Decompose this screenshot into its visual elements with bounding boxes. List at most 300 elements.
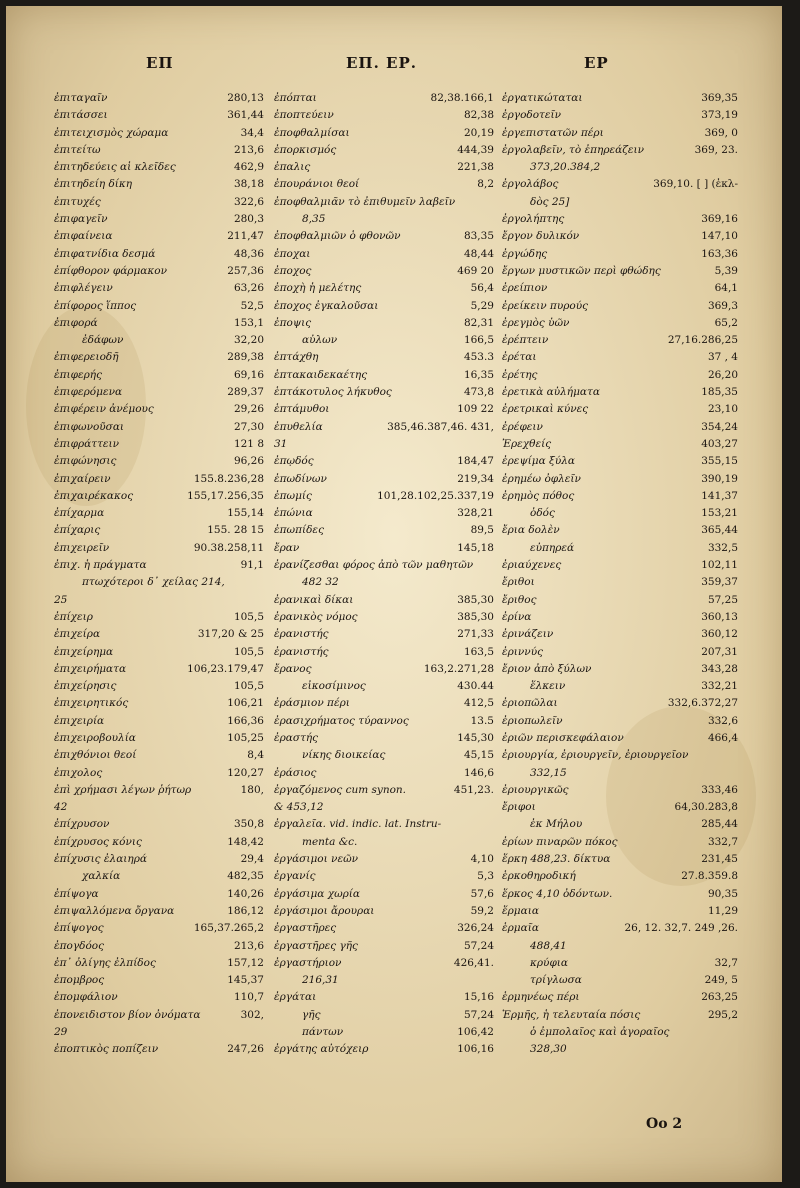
entry-headword: ἐρέτης	[502, 368, 538, 381]
index-entry	[502, 989, 738, 1006]
entry-headword: 25	[54, 593, 68, 606]
entry-headword: 8,35	[302, 213, 326, 226]
index-entry	[274, 816, 494, 833]
entry-reference: 231,45	[701, 853, 738, 866]
index-entry	[274, 886, 494, 903]
entry-headword: ἐπιχαίρειν	[54, 472, 111, 485]
entry-headword: ἑρμαῖα	[502, 922, 539, 935]
entry-reference: 11,29	[707, 904, 738, 917]
index-entry	[54, 125, 264, 142]
index-entry	[54, 713, 264, 730]
entry-reference: 166,36	[227, 714, 264, 727]
entry-headword: ἐργώδης	[502, 247, 548, 260]
index-entry	[54, 246, 264, 263]
index-entry	[502, 401, 738, 418]
entry-reference: 184,47	[457, 455, 494, 468]
entry-reference: 34,4	[240, 126, 264, 139]
entry-reference: 333,46	[701, 783, 738, 796]
index-entry	[54, 280, 264, 297]
entry-reference: 82,31	[463, 316, 494, 329]
entry-reference: 373,19	[701, 109, 738, 122]
entry-headword: ἐπιφώνησις	[54, 455, 117, 468]
entry-headword: ἐριοπῶλαι	[502, 697, 558, 710]
index-entry	[502, 246, 738, 263]
entry-headword: ἐπιχείρησις	[54, 680, 117, 693]
index-entry	[502, 522, 738, 539]
entry-headword: ἐρανικὸς νόμος	[274, 610, 358, 623]
entry-reference: 355,15	[701, 455, 738, 468]
entry-headword: ἐπιφορά	[54, 316, 98, 329]
entry-reference: 96,26	[233, 455, 264, 468]
entry-reference: 185,35	[701, 386, 738, 399]
entry-reference: 403,27	[701, 437, 738, 450]
entry-reference: 106,16	[457, 1043, 494, 1056]
entry-headword: πάντων	[302, 1026, 344, 1039]
entry-reference: 121 8	[233, 437, 264, 450]
index-entry	[274, 747, 494, 764]
entry-reference: 326,24	[457, 922, 494, 935]
entry-headword: ἐργαστῆρες	[274, 922, 337, 935]
entry-headword: εἰκοσίμινος	[302, 680, 366, 693]
entry-headword: ἐργάτης αὐτόχειρ	[274, 1043, 369, 1056]
entry-reference: 360,13	[701, 610, 738, 623]
entry-reference: 155,14	[227, 507, 264, 520]
index-entry	[502, 592, 738, 609]
entry-reference: 155.8.236,28	[193, 472, 264, 485]
entry-headword: τρίγλωσα	[530, 974, 582, 987]
entry-headword: ἐρίων πιναρῶν πόκος	[502, 835, 618, 848]
entry-reference: 13.5	[470, 714, 494, 727]
book-page	[6, 6, 782, 1182]
entry-reference: 361,44	[227, 109, 264, 122]
entry-headword: ἐπιταγαῖν	[54, 92, 108, 104]
index-entry	[54, 488, 264, 505]
index-entry	[274, 557, 494, 574]
entry-reference: 390,19	[701, 472, 738, 485]
entry-reference: 221,38	[457, 161, 494, 174]
page-header	[6, 54, 782, 78]
index-entry	[54, 159, 264, 176]
entry-headword: ἐριῶν περισκεφάλαιον	[502, 731, 624, 744]
index-entry	[274, 730, 494, 747]
entry-headword: ἐράσιος	[274, 766, 317, 779]
index-entry	[54, 1024, 264, 1041]
entry-reference: 166,5	[463, 334, 494, 347]
entry-reference: 23,10	[707, 403, 738, 416]
index-entry	[502, 938, 738, 955]
entry-reference: 369,16	[701, 213, 738, 226]
index-entry	[54, 401, 264, 418]
index-entry	[502, 799, 738, 816]
entry-headword: ἐπιφλέγειν	[54, 282, 113, 295]
entry-headword: menta &c.	[302, 835, 358, 848]
entry-headword: ἐπόπται	[274, 92, 317, 104]
column-1	[54, 90, 264, 1130]
index-entry	[502, 315, 738, 332]
index-entry	[274, 799, 494, 816]
entry-headword: πτωχότεροι δ᾽ χείλας 214,	[82, 576, 225, 589]
entry-headword: ἐριαύχενες	[502, 559, 562, 572]
index-entry	[54, 626, 264, 643]
entry-headword: ἔρανος	[274, 662, 312, 675]
index-entry	[502, 955, 738, 972]
index-entry	[54, 557, 264, 574]
entry-reference: 263,25	[701, 991, 738, 1004]
entry-headword: ἐπιχειρία	[54, 714, 105, 727]
index-entry	[274, 868, 494, 885]
entry-headword: ἐπιφέρειν ἀνέμους	[54, 403, 154, 416]
entry-reference: 91,1	[240, 559, 264, 572]
entry-headword: ἐπιχθόνιοι θεοί	[54, 749, 137, 762]
index-entry	[54, 505, 264, 522]
entry-reference: 32,20	[233, 334, 264, 347]
entry-headword: ἐργαζόμενος cum synon.	[274, 783, 407, 796]
index-entry	[54, 782, 264, 799]
entry-reference: 145,30	[457, 731, 494, 744]
entry-reference: 102,11	[701, 559, 738, 572]
index-entry	[54, 816, 264, 833]
entry-reference: 120,27	[227, 766, 264, 779]
index-entry	[274, 194, 494, 211]
entry-reference: 430.44	[457, 680, 494, 693]
index-entry	[54, 349, 264, 366]
entry-reference: 69,16	[233, 368, 264, 381]
index-entry	[54, 851, 264, 868]
entry-headword: ἐρείκειν πυρούς	[502, 299, 588, 312]
column-2	[274, 90, 494, 1130]
entry-headword: 488,41	[530, 939, 567, 952]
index-entry	[502, 626, 738, 643]
index-entry	[502, 107, 738, 124]
entry-headword: ἐπιχειροβουλία	[54, 731, 136, 744]
entry-headword: ἐπιχείρα	[54, 628, 101, 641]
index-entry	[54, 747, 264, 764]
entry-headword: ἑπτάκοτυλος λήκυθος	[274, 386, 392, 399]
index-entry	[54, 574, 264, 591]
entry-headword: ἑπτακαιδεκαέτης	[274, 368, 368, 381]
index-entry	[502, 903, 738, 920]
entry-reference: 369, 0	[704, 126, 738, 139]
entry-reference: 5,39	[714, 264, 738, 277]
index-entry	[274, 713, 494, 730]
entry-headword: ἐρεγμὸς ὑῶν	[502, 316, 570, 329]
entry-headword: ἐπορκισμός	[274, 143, 337, 156]
index-entry	[274, 609, 494, 626]
index-entry	[274, 453, 494, 470]
entry-headword: ἐπιφερόμενα	[54, 386, 123, 399]
entry-reference: 64,1	[714, 282, 738, 295]
index-entry	[54, 678, 264, 695]
entry-headword: ἐρινάζειν	[502, 628, 554, 641]
index-entry	[54, 868, 264, 885]
entry-reference: 5,3	[477, 870, 494, 883]
entry-headword: ἔριθοι	[502, 576, 535, 589]
entry-reference: 207,31	[701, 645, 738, 658]
entry-headword: ὁ ἐμπολαῖος καὶ ἀγοραῖος	[530, 1026, 670, 1039]
entry-headword: ἔριφοι	[502, 801, 536, 814]
entry-reference: 385,30	[457, 593, 494, 606]
entry-reference: 15,16	[463, 991, 494, 1004]
entry-reference: 332,6.372,27	[667, 697, 738, 710]
index-entry	[274, 920, 494, 937]
index-entry	[502, 280, 738, 297]
entry-reference: 289,38	[227, 351, 264, 364]
index-entry	[54, 834, 264, 851]
entry-headword: ἔριον ἀπὸ ξύλων	[502, 662, 592, 675]
entry-reference: 482,35	[227, 870, 264, 883]
index-entry	[54, 367, 264, 384]
header-right: ΕΡ	[584, 54, 609, 72]
entry-reference: 328,21	[457, 507, 494, 520]
entry-headword: ἐπιψαλλόμενα ὄργανα	[54, 904, 175, 917]
index-entry	[54, 176, 264, 193]
entry-reference: 369,3	[707, 299, 738, 312]
index-entry	[502, 125, 738, 142]
index-entry	[274, 644, 494, 661]
entry-headword: 373,20.384,2	[530, 161, 601, 174]
index-entry	[274, 315, 494, 332]
entry-reference: 360,12	[701, 628, 738, 641]
entry-reference: 27,30	[233, 420, 264, 433]
entry-headword: ἐπιφερής	[54, 368, 102, 381]
index-entry	[54, 609, 264, 626]
entry-reference: 165,37.265,2	[193, 922, 264, 935]
entry-headword: ἐπιχειρητικός	[54, 697, 129, 710]
entry-headword: κρύφια	[530, 956, 569, 969]
entry-headword: 332,15	[530, 766, 567, 779]
index-entry	[274, 1041, 494, 1058]
entry-headword: ἕλκειν	[530, 680, 566, 693]
entry-headword: ἐπιτηδεύεις αἱ κλεῖδες	[54, 161, 176, 174]
entry-headword: ἐργεπιστατῶν πέρι	[502, 126, 604, 139]
entry-headword: 42	[54, 801, 68, 814]
index-entry	[502, 713, 738, 730]
entry-headword: ἐρανικαὶ δίκαι	[274, 593, 354, 606]
entry-reference: 65,2	[714, 316, 738, 329]
index-entry	[274, 522, 494, 539]
entry-headword: ἐποπτεύειν	[274, 109, 334, 122]
index-entry	[502, 782, 738, 799]
entry-reference: 180,	[240, 783, 264, 796]
entry-headword: γῆς	[302, 1008, 321, 1021]
entry-headword: ἐρεψίμα ξύλα	[502, 455, 575, 468]
entry-headword: ἐπονειδιστον βίον ὀνόματα	[54, 1008, 201, 1021]
index-entry	[54, 298, 264, 315]
entry-reference: 153,21	[701, 507, 738, 520]
entry-headword: ἐπίχρυσον	[54, 818, 110, 831]
entry-reference: 82,38	[463, 109, 494, 122]
entry-headword: ἐραστής	[274, 731, 319, 744]
index-entry	[502, 1007, 738, 1024]
entry-headword: ἐπομφάλιον	[54, 991, 118, 1004]
index-entry	[502, 471, 738, 488]
entry-headword: ἐπομβρος	[54, 974, 105, 987]
entry-reference: 4,10	[470, 853, 494, 866]
index-entry	[54, 419, 264, 436]
entry-headword: ἐπίχειρ	[54, 610, 93, 623]
index-entry	[54, 989, 264, 1006]
entry-headword: ἐπιτείτω	[54, 143, 101, 156]
index-entry	[502, 90, 738, 107]
index-entry	[274, 626, 494, 643]
entry-reference: 211,47	[227, 230, 264, 243]
entry-headword: 216,31	[302, 974, 339, 987]
entry-headword: ἐπιχολος	[54, 766, 103, 779]
entry-reference: 57,25	[707, 593, 738, 606]
entry-reference: 106,42	[457, 1026, 494, 1039]
entry-headword: ἐργολάβος	[502, 178, 559, 191]
index-entry	[54, 263, 264, 280]
entry-reference: 63,26	[233, 282, 264, 295]
index-entry	[502, 228, 738, 245]
entry-headword: ἐπιτειχισμὸς χώραμα	[54, 126, 169, 139]
entry-headword: 31	[274, 437, 288, 450]
index-entry	[502, 747, 738, 764]
entry-headword: χαλκία	[82, 870, 121, 883]
entry-headword: ἐποφθαλμιῶν ὁ φθονῶν	[274, 230, 401, 243]
entry-reference: 155,17.256,35	[187, 489, 264, 502]
entry-reference: 412,5	[463, 697, 494, 710]
entry-headword: ἐριουργικῶς	[502, 783, 569, 796]
entry-headword: ἐπαλις	[274, 161, 311, 174]
index-entry	[502, 816, 738, 833]
entry-headword: ἐρέται	[502, 351, 537, 364]
entry-headword: ἔργον δυλικόν	[502, 230, 580, 243]
index-entry	[54, 90, 264, 107]
index-entry	[274, 125, 494, 142]
entry-reference: 105,5	[233, 680, 264, 693]
index-entry	[54, 644, 264, 661]
index-entry	[502, 834, 738, 851]
entry-reference: 38,18	[233, 178, 264, 191]
index-entry	[502, 436, 738, 453]
index-entry	[54, 142, 264, 159]
index-entry	[274, 1024, 494, 1041]
entry-headword: ἐπὶ χρήμασι λέγων ῥήτωρ	[54, 783, 192, 796]
index-entry	[502, 868, 738, 885]
entry-reference: 20,19	[463, 126, 494, 139]
index-entry	[54, 592, 264, 609]
index-entry	[502, 886, 738, 903]
index-entry	[274, 1007, 494, 1024]
entry-reference: 426,41.	[453, 956, 494, 969]
index-entry	[54, 730, 264, 747]
entry-headword: ἐργοδοτεῖν	[502, 109, 561, 122]
entry-headword: ἐρετικὰ αὐλήματα	[502, 386, 600, 399]
entry-reference: 444,39	[457, 143, 494, 156]
entry-headword: ἐρείπιον	[502, 282, 548, 295]
entry-reference: 59,2	[470, 904, 494, 917]
entry-reference: 289,37	[227, 386, 264, 399]
entry-headword: 29	[54, 1026, 68, 1039]
index-entry	[54, 384, 264, 401]
index-entry	[502, 851, 738, 868]
entry-reference: 26,20	[707, 368, 738, 381]
entry-reference: 105,5	[233, 610, 264, 623]
entry-reference: 271,33	[457, 628, 494, 641]
index-entry	[274, 989, 494, 1006]
entry-reference: 257,36	[227, 264, 264, 277]
entry-headword: ἕρμαια	[502, 904, 539, 917]
entry-headword: ἐριουργία, ἐριουργεῖν, ἐριουργεῖον	[502, 749, 689, 762]
index-entry	[54, 661, 264, 678]
index-entry	[274, 505, 494, 522]
index-entry	[274, 263, 494, 280]
entry-headword: 482 32	[302, 576, 339, 589]
index-entry	[274, 298, 494, 315]
header-left: ΕΠ	[146, 54, 174, 72]
index-entry	[54, 1041, 264, 1058]
entry-headword: ἐρημέω ὀφλεῖν	[502, 472, 581, 485]
entry-headword: ἐπ᾽ ὀλίγης ἐλπίδος	[54, 956, 156, 969]
entry-reference: 106,23.179,47	[187, 662, 264, 675]
index-entry	[502, 176, 738, 193]
entry-reference: 302,	[240, 1008, 264, 1021]
entry-headword: ἐργάσιμοι νεῶν	[274, 853, 359, 866]
entry-headword: ἐπογδόος	[54, 939, 104, 952]
entry-reference: 247,26	[227, 1043, 264, 1056]
entry-headword: ἐριννύς	[502, 645, 543, 658]
index-entry	[502, 453, 738, 470]
index-entry	[274, 955, 494, 972]
index-entry	[274, 765, 494, 782]
index-entry	[54, 453, 264, 470]
entry-reference: 359,37	[701, 576, 738, 589]
entry-reference: 82,38.166,1	[430, 92, 494, 104]
header-center: ΕΠ. ΕΡ.	[346, 54, 417, 72]
entry-reference: 453.3	[463, 351, 494, 364]
index-entry	[54, 228, 264, 245]
entry-headword: ἐπωδίνων	[274, 472, 327, 485]
index-entry	[502, 695, 738, 712]
entry-headword: ἑρμηνέως πέρι	[502, 991, 580, 1004]
index-entry	[502, 367, 738, 384]
entry-headword: ἕρκη 488,23. δίκτυα	[502, 853, 611, 866]
index-entry	[54, 955, 264, 972]
index-entry	[274, 938, 494, 955]
index-entry	[274, 280, 494, 297]
entry-headword: δὸς 25]	[530, 195, 570, 208]
entry-headword: εὐπηρεά	[530, 541, 575, 554]
entry-reference: 163,2.271,28	[423, 662, 494, 675]
entry-reference: 332,7	[707, 835, 738, 848]
entry-headword: ἐργολήπτης	[502, 213, 565, 226]
index-entry	[274, 419, 494, 436]
index-entry	[54, 194, 264, 211]
index-entry	[502, 972, 738, 989]
entry-reference: 110,7	[233, 991, 264, 1004]
entry-headword: ἐπυθελία	[274, 420, 323, 433]
entry-reference: 332,21	[701, 680, 738, 693]
index-entry	[502, 765, 738, 782]
entry-reference: 64,30.283,8	[674, 801, 738, 814]
entry-reference: 354,24	[701, 420, 738, 433]
index-entry	[274, 211, 494, 228]
entry-headword: ἐπιχείρημα	[54, 645, 114, 658]
index-entry	[502, 1024, 738, 1041]
index-entry	[502, 332, 738, 349]
index-entry	[274, 592, 494, 609]
index-entry	[54, 920, 264, 937]
index-entry	[274, 90, 494, 107]
entry-reference: 155. 28 15	[207, 524, 264, 537]
entry-reference: 385,46.387,46. 431,	[387, 420, 494, 433]
entry-reference: 369, 23.	[694, 143, 738, 156]
entry-reference: 317,20 & 25	[197, 628, 264, 641]
index-entry	[274, 401, 494, 418]
entry-headword: ἐργάσιμα χωρία	[274, 887, 361, 900]
index-entry	[274, 384, 494, 401]
